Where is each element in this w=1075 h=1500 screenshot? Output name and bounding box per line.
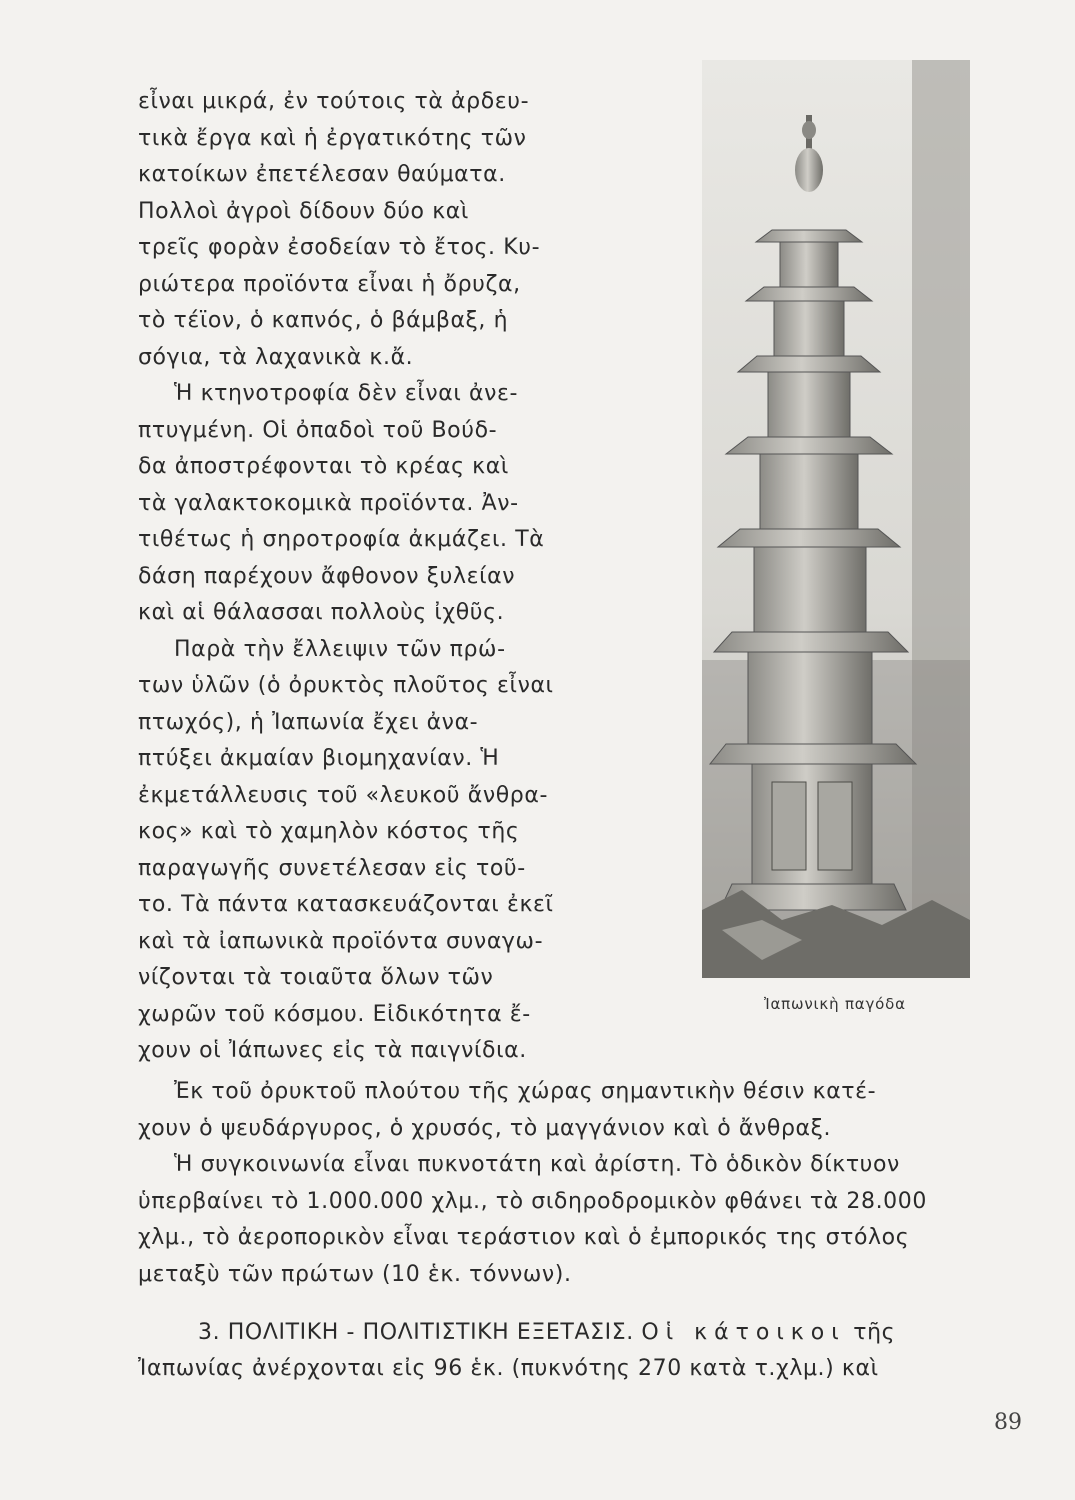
section-heading: 3. ΠΟΛΙΤΙΚΗ - ΠΟΛΙΤΙΣΤΙΚΗ ΕΞΕΤΑΣΙΣ.: [198, 1320, 634, 1345]
page-number: 89: [994, 1410, 1022, 1435]
text-line: δάση παρέχουν ἄφθονον ξυλείαν: [138, 563, 516, 589]
text-line: πτωχός), ἡ Ἰαπωνία ἔχει ἀνα-: [138, 709, 479, 735]
text-line: μεταξὺ τῶν πρώτων (10 ἑκ. τόννων).: [138, 1261, 572, 1287]
text-line: τὰ γαλακτοκομικὰ προϊόντα. Ἀν-: [138, 490, 519, 516]
text-line: χωρῶν τοῦ κόσμου. Εἰδικότητα ἔ-: [138, 1001, 531, 1027]
text-line: Ἐκ τοῦ ὀρυκτοῦ πλούτου τῆς χώρας σημαντικὴν θέσιν κατέ-: [174, 1079, 877, 1104]
text-line: χλμ., τὸ ἀεροπορικὸν εἶναι τεράστιον καὶ ὁ ἐμπορικός της στόλος: [138, 1225, 910, 1250]
text-line: πτύξει ἀκμαίαν βιομηχανίαν. Ἡ: [138, 746, 500, 771]
spaced-word: Οἱ κάτοικοι: [641, 1320, 846, 1345]
text-line: το. Τὰ πάντα κατασκευάζονται ἐκεῖ: [138, 892, 554, 917]
text-fragment: τῆς: [853, 1320, 896, 1345]
text-line: ἐκμετάλλευσις τοῦ «λευκοῦ ἄνθρα-: [138, 782, 548, 808]
text-line: χουν ὁ ψευδάργυρος, ὁ χρυσός, τὸ μαγγάνιον καὶ ὁ ἄνθραξ.: [138, 1115, 832, 1141]
text-line: Πολλοὶ ἀγροὶ δίδουν δύο καὶ: [138, 198, 469, 224]
text-line: ὑπερβαίνει τὸ 1.000.000 χλμ., τὸ σιδηροδρομικὸν φθάνει τὰ 28.000: [138, 1188, 927, 1214]
text-line: κος» καὶ τὸ χαμηλὸν κόστος τῆς: [138, 819, 520, 844]
text-line: δα ἀποστρέφονται τὸ κρέας καὶ: [138, 454, 509, 479]
text-line: Ἡ κτηνοτροφία δὲν εἶναι ἀνε-: [174, 381, 519, 406]
text-line: χουν οἱ Ἰάπωνες εἰς τὰ παιγνίδια.: [138, 1038, 527, 1063]
section-heading-line: [138, 1315, 1028, 1351]
main-text-column: [138, 84, 600, 1070]
pagoda-photo-icon: [702, 60, 970, 978]
text-line: σόγια, τὰ λαχανικὰ κ.ἄ.: [138, 344, 414, 370]
text-line: νίζονται τὰ τοιαῦτα ὅλων τῶν: [138, 965, 494, 990]
text-line: καὶ αἱ θάλασσαι πολλοὺς ἰχθῦς.: [138, 600, 505, 625]
text-line: Ἰαπωνίας ἀνέρχονται εἰς 96 ἑκ. (πυκνότης 270 κατὰ τ.χλμ.) καὶ: [138, 1356, 879, 1381]
text-line: πτυγμένη. Οἱ ὀπαδοὶ τοῦ Βούδ-: [138, 417, 498, 443]
text-line: εἶναι μικρά, ἐν τούτοις τὰ ἀρδευ-: [138, 89, 530, 114]
figure-caption: Ἰαπωνικὴ παγόδα: [764, 995, 906, 1013]
text-line: Ἡ συγκοινωνία εἶναι πυκνοτάτη καὶ ἀρίστη. Τὸ ὁδικὸν δίκτυον: [174, 1152, 900, 1177]
text-line: των ὑλῶν (ὁ ὀρυκτὸς πλοῦτος εἶναι: [138, 673, 554, 698]
text-line: τιθέτως ἡ σηροτροφία ἀκμάζει. Τὰ: [138, 527, 545, 552]
text-line: ριώτερα προϊόντα εἶναι ἡ ὄρυζα,: [138, 271, 521, 297]
text-line: κατοίκων ἐπετέλεσαν θαύματα.: [138, 162, 506, 187]
text-line: τρεῖς φορὰν ἐσοδείαν τὸ ἔτος. Κυ-: [138, 235, 541, 260]
pagoda-figure: [702, 60, 970, 978]
text-line: καὶ τὰ ἰαπωνικὰ προϊόντα συναγω-: [138, 928, 544, 954]
full-width-text: [138, 1074, 1028, 1387]
text-line: τὸ τέϊον, ὁ καπνός, ὁ βάμβαξ, ἡ: [138, 308, 509, 333]
text-line: Παρὰ τὴν ἔλλειψιν τῶν πρώ-: [174, 636, 506, 662]
text-line: παραγωγῆς συνετέλεσαν εἰς τοῦ-: [138, 855, 526, 881]
text-line: τικὰ ἔργα καὶ ἡ ἐργατικότης τῶν: [138, 125, 527, 151]
